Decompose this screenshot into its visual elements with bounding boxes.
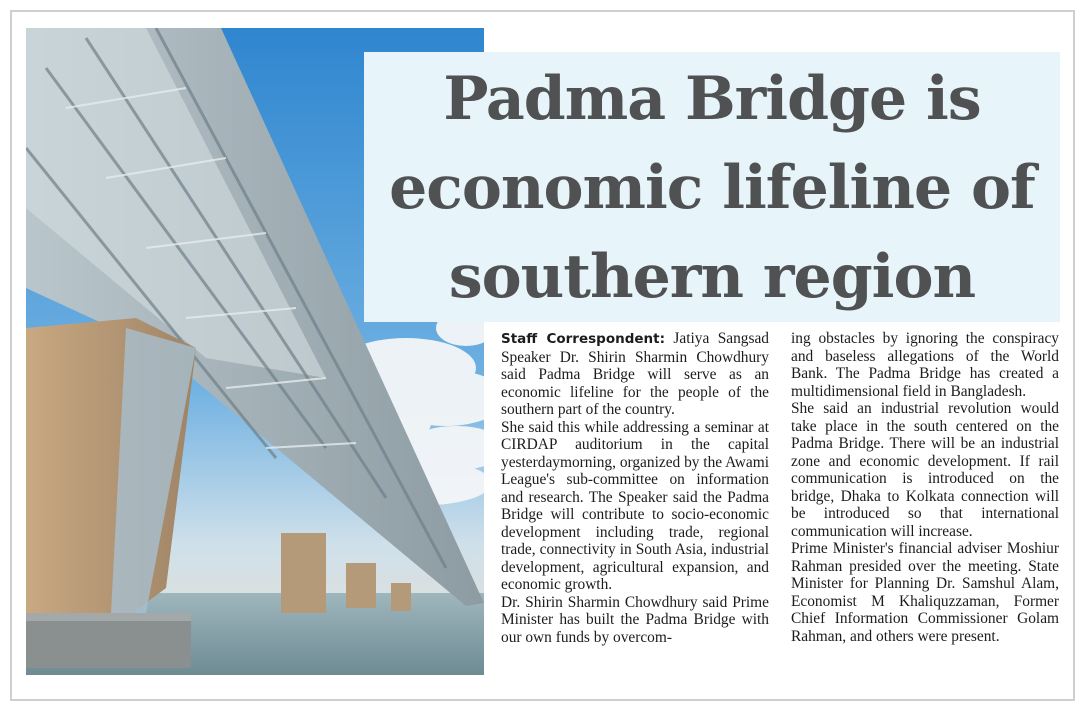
article-paragraph: Prime Minister's financial adviser Moshiur Rahman presided over the meeting. State Minister for Planning Dr. Samshul Alam, Economist M Khaliquzzaman, Former Chief Information Commissioner Golam Rahman, and others were present.	[791, 540, 1059, 645]
article-paragraph	[501, 330, 769, 419]
article-paragraph: She said this while addressing a seminar at CIRDAP auditorium in the capital yesterdaymorning, organized by the Awami League's sub-committee on information and research. The Speaker said the Padma Bridge will contribute to socio-economic development including trade, regional trade, connectivity in South Asia, industrial development, agricultural expansion, and economic growth.	[501, 418, 769, 593]
article-headline: Padma Bridge is economic lifeline of southern region	[389, 64, 1035, 312]
article-column-1	[501, 330, 769, 646]
article-paragraph: ing obstacles by ignoring the conspiracy and baseless allegations of the World Bank. The Padma Bridge has created a multidimensional field in Bangladesh.	[791, 330, 1059, 400]
paragraph-text: Jatiya Sangsad Speaker Dr. Shirin Sharmin Chowdhury said Padma Bridge will serve as an economic lifeline for the people of the southern part of the country.	[501, 330, 769, 418]
article-column-2	[791, 330, 1059, 645]
article-paragraph: She said an industrial revolution would take place in the south centered on the Padma Bridge. There will be an industrial zone and economic development. If rail communication is introduced on the bridge, Dhaka to Kolkata connection will be introduced so that international communication will increase.	[791, 400, 1059, 540]
article-paragraph: Dr. Shirin Sharmin Chowdhury said Prime Minister has built the Padma Bridge with our own funds by overcom-	[501, 593, 769, 646]
byline: Staff Correspondent:	[501, 331, 665, 347]
